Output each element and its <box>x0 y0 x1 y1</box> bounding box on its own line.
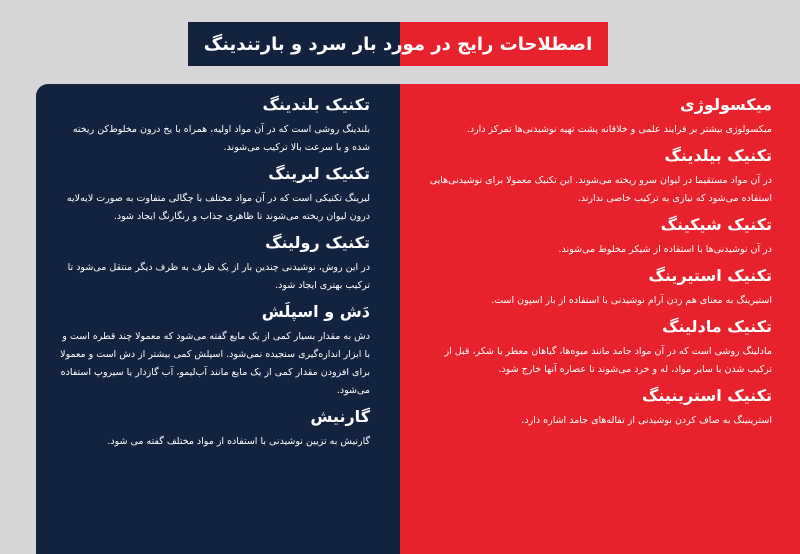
section-text: بلندینگ روشی است که در آن مواد اولیه، همراه با یخ درون مخلوط‌کن ریخته شده و با سرعت بالا ترکیب می‌شوند. <box>72 124 370 153</box>
section-layering <box>54 163 370 226</box>
section-heading: تکنیک بلندینگ <box>262 95 370 114</box>
section-text: دش به مقدار بسیار کمی از یک مایع گفته می‌شود که معمولا چند قطره است و با ابزار اندازه‌گیری سنجیده نمی‌شود. اسپلش کمی بیشتر از دش است و معمولا برای افزودن مقدار کمی از یک مایع مانند آب‌لیمو، آب گازدار یا سیروپ استفاده می‌شود. <box>60 331 370 396</box>
section-text: در آن نوشیدنی‌ها با استفاده از شیکر مخلوط می‌شوند. <box>558 244 772 255</box>
section-stirring <box>418 265 772 310</box>
section-text: در این روش، نوشیدنی چندین بار از یک ظرف به ظرف دیگر منتقل می‌شود تا ترکیب بهتری ایجاد شود. <box>67 262 370 291</box>
section-heading: دَش و اسپلَش <box>261 302 370 321</box>
section-heading: تکنیک استیرینگ <box>648 266 772 285</box>
page-title: اصطلاحات رایج در مورد بار سرد و بارتندینگ <box>203 33 593 55</box>
section-text: میکسولوژی بیشتر بر فرایند علمی و خلاقانه پشت تهیه نوشیدنی‌ها تمرکز دارد. <box>466 124 772 135</box>
section-heading: تکنیک شیکینگ <box>660 215 772 234</box>
section-mixology <box>418 94 772 139</box>
section-garnish <box>54 406 370 451</box>
section-muddling <box>418 316 772 379</box>
section-heading: تکنیک مادلینگ <box>662 317 772 336</box>
red-panel <box>400 84 800 554</box>
section-rolling <box>54 232 370 295</box>
section-heading: تکنیک لیرینگ <box>268 164 370 183</box>
section-building <box>418 145 772 208</box>
section-heading: تکنیک استرینینگ <box>641 386 772 405</box>
section-straining <box>418 385 772 430</box>
right-column <box>400 84 800 430</box>
navy-panel <box>36 84 400 554</box>
title-bar <box>188 22 608 66</box>
section-heading: تکنیک رولینگ <box>265 233 370 252</box>
section-text: لیرینگ تکنیکی است که در آن مواد مختلف با چگالی متفاوت به صورت لایه‌لایه درون لیوان ریخته می‌شوند تا ظاهری جذاب و رنگارنگ ایجاد شود. <box>66 193 370 222</box>
section-heading: گارنیش <box>310 407 370 426</box>
section-text: استیرینگ به معنای هم زدن آرام نوشیدنی با استفاده از بار اسپون است. <box>491 295 772 306</box>
section-text: در آن مواد مستقیما در لیوان سرو ریخته می‌شوند. این تکنیک معمولا برای نوشیدنی‌هایی استفاده می‌شود که نیازی به ترکیب خاصی ندارند. <box>429 175 772 204</box>
section-text: مادلینگ روشی است که در آن مواد جامد مانند میوه‌ها، گیاهان معطر یا شکر، قبل از ترکیب شدن با سایر مواد، له و خرد می‌شوند تا عصاره آنها خارج شود. <box>444 346 772 375</box>
section-shaking <box>418 214 772 259</box>
section-heading: تکنیک بیلدینگ <box>664 146 772 165</box>
section-text: استرینینگ به صاف کردن نوشیدنی از تفاله‌های جامد اشاره دارد. <box>521 415 772 426</box>
section-text: گارنیش به تزیین نوشیدنی با استفاده از مواد مختلف گفته می شود. <box>107 436 370 447</box>
section-blending <box>54 94 370 157</box>
section-heading: میکسولوژی <box>680 95 772 114</box>
section-dash-splash <box>54 301 370 400</box>
left-column <box>36 84 400 451</box>
